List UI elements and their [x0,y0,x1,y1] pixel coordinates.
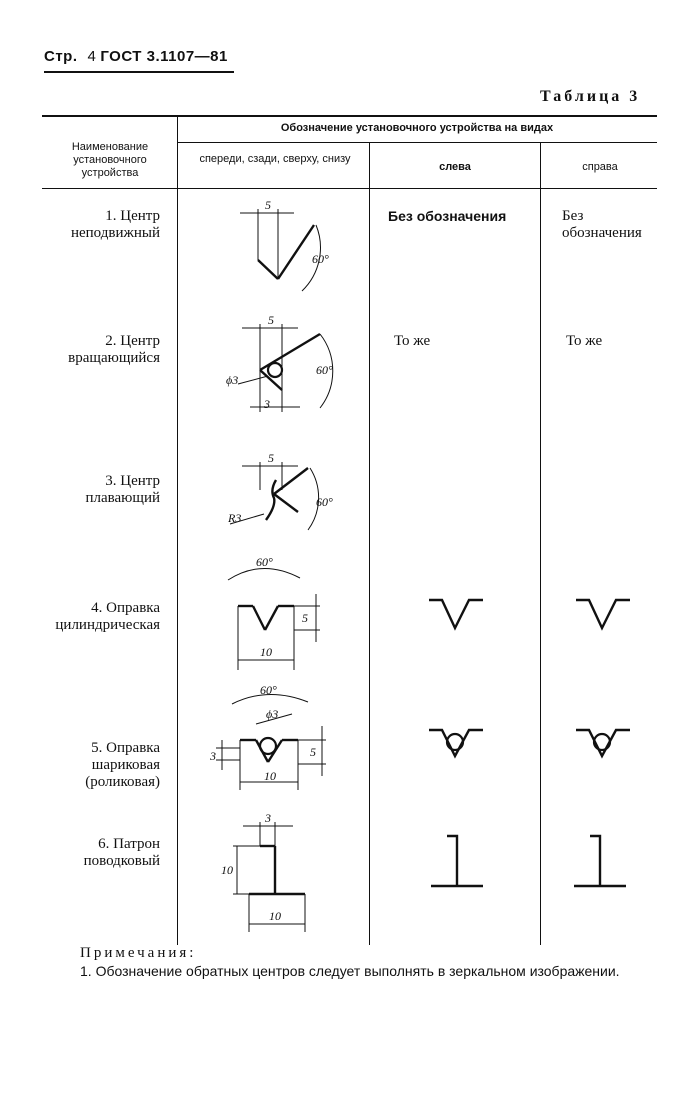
ball-mandrel-symbol [210,680,360,800]
col-divider-1 [177,115,178,945]
standard-code: ГОСТ 3.1107—81 [100,48,228,65]
ball-mandrel-diameter-label: ϕ3 [266,707,279,721]
ball-mandrel-right-symbol [572,722,642,767]
header-rule [44,71,234,73]
col-right-header: справа [582,161,618,173]
floating-center-angle-label: 60° [316,495,333,509]
col-left-header: слева [439,161,471,173]
cylindrical-mandrel-width-label: 10 [260,645,272,659]
rotating-center-width-label: 5 [268,313,274,327]
row-name-6: 6. Патрон поводковый [83,836,160,869]
cylindrical-mandrel-left-symbol [425,590,495,635]
col-group-header: Обозначение установочного устройства на видах [280,122,554,134]
header-bottom-rule [42,188,657,189]
fixed-center-width-label: 5 [265,198,271,212]
drive-chuck-width-label: 10 [269,909,281,923]
cylindrical-mandrel-symbol [220,550,360,675]
drive-chuck-right-symbol [568,828,638,893]
drive-chuck-top-label: 3 [265,811,271,825]
row-name-3: 3. Центр плавающий [85,473,160,506]
rotating-center-symbol [220,312,360,422]
cylindrical-mandrel-height-label: 5 [302,611,308,625]
floating-center-width-label: 5 [268,451,274,465]
page-header [44,48,228,65]
ball-mandrel-width-label: 10 [264,769,276,783]
row1-right-text: Без обозначения [562,208,642,241]
drive-chuck-left-symbol [425,828,495,893]
ball-mandrel-left-symbol [425,722,495,767]
notes-title: Примечания: [80,945,197,961]
col-divider-3 [540,142,541,945]
rotating-center-diameter-label: ϕ3 [226,373,239,387]
row2-left-text: То же [394,333,431,349]
page-label: Стр. [44,48,78,65]
fixed-center-angle-label: 60° [312,252,329,266]
floating-center-radius-label: R3 [228,511,242,525]
row2-right-text: То же [566,333,603,349]
col-divider-2 [369,142,370,945]
table-title: Таблица 3 [540,88,641,105]
table-top-rule [42,115,657,117]
cylindrical-mandrel-angle-label: 60° [256,555,273,569]
rotating-center-angle-label: 60° [316,363,333,377]
note-item-1: 1. Обозначение обратных центров следует выполнять в зеркальном изображении. [80,963,620,979]
row1-left-text: Без обозначения [388,208,507,224]
drive-chuck-height-label: 10 [221,863,233,877]
row-name-5: 5. Оправка шариковая (роликовая) [85,740,160,790]
drive-chuck-symbol [215,808,355,938]
col-name-header: Наименование установочного устройства [71,141,149,179]
fixed-center-symbol [220,195,360,305]
row-name-4: 4. Оправка цилиндрическая [55,600,160,633]
ball-mandrel-offset-label: 3 [210,749,216,763]
row-name-1: 1. Центр неподвижный [70,208,160,241]
header-group-rule [178,142,657,143]
page-number: 4 [87,48,97,65]
floating-center-symbol [220,450,360,540]
cylindrical-mandrel-right-symbol [572,590,642,635]
col-front-header: спереди, сзади, сверху, снизу [199,153,351,165]
row-name-2: 2. Центр вращающийся [68,333,160,366]
rotating-center-offset-label: 3 [264,397,270,411]
ball-mandrel-angle-label: 60° [260,683,277,697]
ball-mandrel-height-label: 5 [310,745,316,759]
